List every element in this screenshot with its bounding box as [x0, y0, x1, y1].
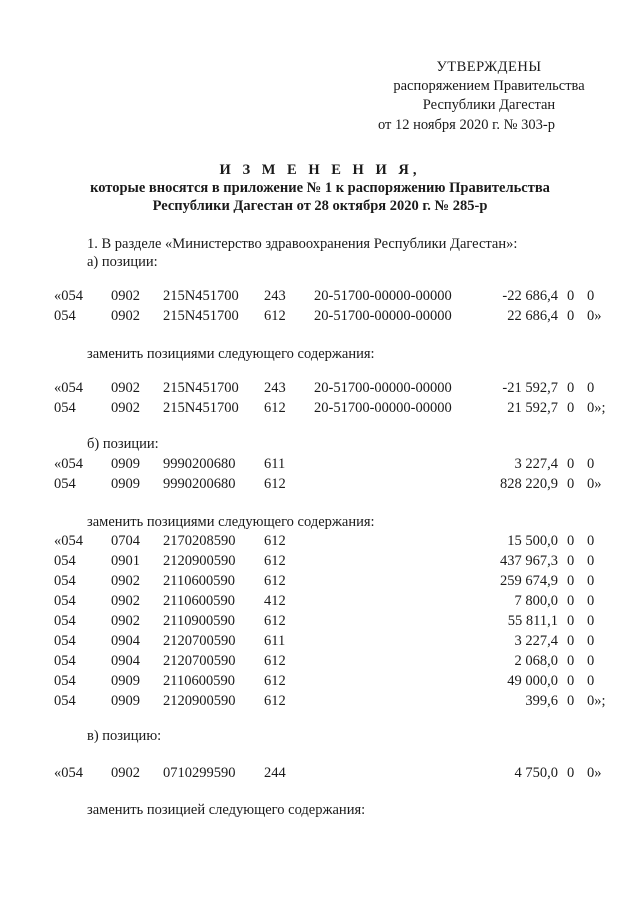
row-value-2: 0 — [567, 456, 575, 472]
table-row — [0, 653, 640, 673]
row-expense-type: 243 — [264, 288, 286, 304]
row-code: 054 — [54, 653, 76, 669]
row-expense-type: 612 — [264, 673, 286, 689]
row-value-2: 0 — [567, 613, 575, 629]
table-row — [0, 573, 640, 593]
table-row — [0, 380, 640, 400]
row-code: 054 — [54, 693, 76, 709]
row-sum: 2 068,0 — [514, 653, 558, 669]
row-article: 2110900590 — [163, 613, 235, 629]
replace-label-1: заменить позициями следующего содержания: — [87, 346, 375, 362]
row-value-2: 0 — [567, 653, 575, 669]
table-row — [0, 308, 640, 328]
row-expense-type: 612 — [264, 653, 286, 669]
row-additional-code: 20-51700-00000-00000 — [314, 288, 452, 304]
row-section: 0902 — [111, 593, 140, 609]
table-row — [0, 693, 640, 713]
row-section: 0902 — [111, 380, 140, 396]
row-article: 215N451700 — [163, 380, 239, 396]
row-value-3: 0 — [587, 573, 595, 589]
table-row — [0, 553, 640, 573]
row-section: 0909 — [111, 673, 140, 689]
table-row — [0, 765, 640, 785]
row-article: 9990200680 — [163, 456, 236, 472]
row-section: 0904 — [111, 653, 140, 669]
row-expense-type: 612 — [264, 573, 286, 589]
row-section: 0909 — [111, 693, 140, 709]
row-section: 0902 — [111, 573, 140, 589]
table-row — [0, 613, 640, 633]
row-sum: -21 592,7 — [502, 380, 558, 396]
row-article: 2170208590 — [163, 533, 236, 549]
row-expense-type: 612 — [264, 613, 286, 629]
row-sum: 21 592,7 — [507, 400, 558, 416]
row-code: «054 — [54, 765, 83, 781]
approval-block — [374, 58, 604, 115]
row-code: «054 — [54, 288, 83, 304]
row-value-2: 0 — [567, 573, 575, 589]
row-value-3: 0 — [587, 380, 595, 396]
row-section: 0704 — [111, 533, 140, 549]
row-section: 0909 — [111, 476, 140, 492]
row-sum: 828 220,9 — [500, 476, 558, 492]
row-sum: 15 500,0 — [507, 533, 558, 549]
row-expense-type: 243 — [264, 380, 286, 396]
row-section: 0902 — [111, 765, 140, 781]
row-article: 2110600590 — [163, 593, 235, 609]
row-sum: 259 674,9 — [500, 573, 558, 589]
row-article: 2120900590 — [163, 553, 236, 569]
row-expense-type: 612 — [264, 553, 286, 569]
row-value-3: 0» — [587, 476, 602, 492]
table-row — [0, 456, 640, 476]
row-article: 215N451700 — [163, 308, 239, 324]
row-expense-type: 612 — [264, 693, 286, 709]
row-value-2: 0 — [567, 308, 575, 324]
row-sum: -22 686,4 — [502, 288, 558, 304]
row-code: «054 — [54, 533, 83, 549]
row-article: 9990200680 — [163, 476, 236, 492]
row-value-2: 0 — [567, 673, 575, 689]
row-expense-type: 612 — [264, 400, 286, 416]
table-row — [0, 476, 640, 496]
row-section: 0909 — [111, 456, 140, 472]
row-article: 215N451700 — [163, 288, 239, 304]
item-a-label: а) позиции: — [87, 254, 158, 270]
row-sum: 7 800,0 — [514, 593, 558, 609]
row-value-3: 0»; — [587, 400, 606, 416]
row-section: 0902 — [111, 288, 140, 304]
row-value-2: 0 — [567, 633, 575, 649]
row-sum: 3 227,4 — [514, 456, 558, 472]
row-value-2: 0 — [567, 693, 575, 709]
row-value-2: 0 — [567, 380, 575, 396]
row-value-3: 0 — [587, 673, 595, 689]
row-additional-code: 20-51700-00000-00000 — [314, 380, 452, 396]
row-sum: 55 811,1 — [507, 613, 558, 629]
item-b-label: б) позиции: — [87, 436, 159, 452]
row-code: «054 — [54, 456, 83, 472]
approved-label: УТВЕРЖДЕНЫ — [436, 59, 542, 75]
row-article: 2110600590 — [163, 573, 235, 589]
row-value-3: 0 — [587, 553, 595, 569]
row-code: 054 — [54, 400, 76, 416]
row-value-3: 0» — [587, 308, 602, 324]
row-additional-code: 20-51700-00000-00000 — [314, 308, 452, 324]
row-article: 2110600590 — [163, 673, 235, 689]
row-value-3: 0 — [587, 613, 595, 629]
row-value-2: 0 — [567, 593, 575, 609]
row-article: 2120900590 — [163, 693, 236, 709]
row-expense-type: 612 — [264, 476, 286, 492]
row-section: 0901 — [111, 553, 140, 569]
row-value-2: 0 — [567, 400, 575, 416]
row-sum: 437 967,3 — [500, 553, 558, 569]
row-sum: 3 227,4 — [514, 633, 558, 649]
row-value-3: 0» — [587, 765, 602, 781]
row-code: 054 — [54, 613, 76, 629]
row-value-3: 0 — [587, 653, 595, 669]
row-article: 2120700590 — [163, 633, 236, 649]
row-section: 0902 — [111, 613, 140, 629]
row-value-2: 0 — [567, 765, 575, 781]
row-sum: 49 000,0 — [507, 673, 558, 689]
row-expense-type: 611 — [264, 456, 286, 472]
table-row — [0, 673, 640, 693]
row-section: 0904 — [111, 633, 140, 649]
approved-republic-line: Республики Дагестан — [422, 97, 556, 113]
table-row — [0, 400, 640, 420]
row-value-2: 0 — [567, 288, 575, 304]
row-sum: 4 750,0 — [514, 765, 558, 781]
replace-label-2: заменить позициями следующего содержания: — [87, 514, 375, 530]
row-article: 215N451700 — [163, 400, 239, 416]
row-value-3: 0 — [587, 593, 595, 609]
approval-date: от 12 ноября 2020 г. № 303-р — [378, 117, 555, 133]
row-expense-type: 612 — [264, 533, 286, 549]
row-code: 054 — [54, 673, 76, 689]
row-value-2: 0 — [567, 533, 575, 549]
row-value-3: 0 — [587, 633, 595, 649]
row-code: 054 — [54, 593, 76, 609]
row-section: 0902 — [111, 400, 140, 416]
row-value-3: 0 — [587, 456, 595, 472]
row-article: 2120700590 — [163, 653, 236, 669]
table-row — [0, 533, 640, 553]
row-value-3: 0 — [587, 533, 595, 549]
row-additional-code: 20-51700-00000-00000 — [314, 400, 452, 416]
row-code: 054 — [54, 633, 76, 649]
doc-title: И З М Е Н Е Н И Я, — [219, 162, 421, 178]
approved-by-line: распоряжением Правительства — [393, 78, 585, 94]
row-sum: 399,6 — [525, 693, 558, 709]
row-expense-type: 611 — [264, 633, 286, 649]
row-value-3: 0 — [587, 288, 595, 304]
table-row — [0, 593, 640, 613]
row-expense-type: 612 — [264, 308, 286, 324]
row-code: 054 — [54, 476, 76, 492]
row-code: 054 — [54, 573, 76, 589]
row-value-2: 0 — [567, 476, 575, 492]
row-expense-type: 244 — [264, 765, 286, 781]
doc-subtitle-line2: Республики Дагестан от 28 октября 2020 г. № 285-р — [152, 198, 488, 214]
replace-label-3: заменить позицией следующего содержания: — [87, 802, 366, 818]
row-code: 054 — [54, 553, 76, 569]
row-code: «054 — [54, 380, 83, 396]
section-intro: 1. В разделе «Министерство здравоохранения Республики Дагестан»: — [87, 236, 518, 252]
doc-subtitle-line1: которые вносятся в приложение № 1 к распоряжению Правительства — [90, 180, 550, 196]
row-section: 0902 — [111, 308, 140, 324]
table-row — [0, 288, 640, 308]
row-article: 0710299590 — [163, 765, 236, 781]
row-code: 054 — [54, 308, 76, 324]
row-value-3: 0»; — [587, 693, 606, 709]
row-expense-type: 412 — [264, 593, 286, 609]
table-row — [0, 633, 640, 653]
item-v-label: в) позицию: — [87, 728, 162, 744]
row-sum: 22 686,4 — [507, 308, 558, 324]
row-value-2: 0 — [567, 553, 575, 569]
